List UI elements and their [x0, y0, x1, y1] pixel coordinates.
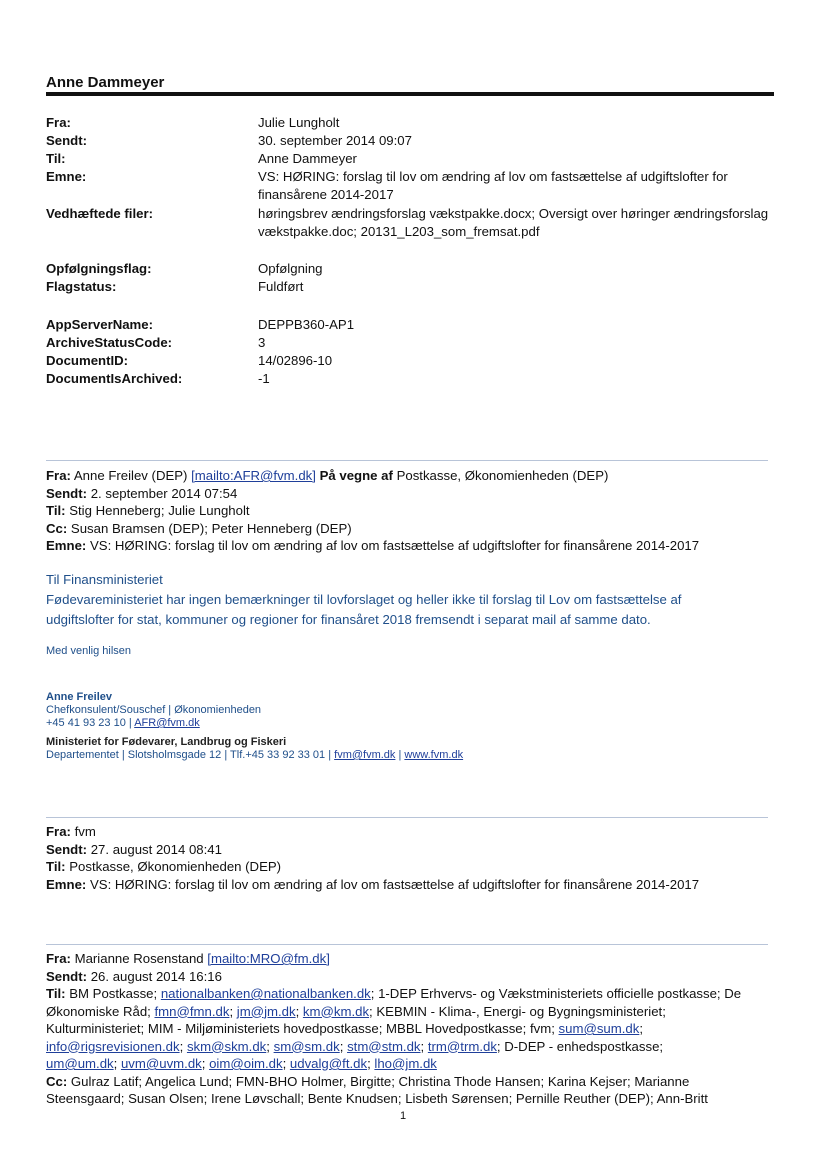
- email1-signature: [46, 691, 463, 762]
- meta-value: -1: [258, 371, 270, 386]
- from-label: Fra:: [46, 824, 71, 839]
- email1-greeting: Til Finansministeriet: [46, 572, 163, 587]
- meta-key: Emne:: [46, 169, 87, 184]
- recipient-email-link[interactable]: stm@stm.dk: [347, 1038, 421, 1054]
- signature-organization: Ministeriet for Fødevarer, Landbrug og Fiskeri: [46, 736, 287, 748]
- from-value: fvm: [74, 824, 96, 839]
- email3-to-line-5: um@um.dk; uvm@uvm.dk; oim@oim.dk; udvalg@ft.dk; lho@jm.dk: [46, 1056, 437, 1071]
- recipient-email-link[interactable]: sm@sm.dk: [273, 1038, 340, 1054]
- cc-value: Susan Bramsen (DEP); Peter Henneberg (DEP): [70, 520, 352, 536]
- meta-value: 14/02896-10: [258, 353, 333, 368]
- email3-to-line-4: info@rigsrevisionen.dk; skm@skm.dk; sm@sm.dk; stm@stm.dk; trm@trm.dk; D-DEP - enhedspostkasse;: [46, 1038, 664, 1054]
- cc-label: Cc:: [46, 1073, 68, 1089]
- email3-sent-line: [46, 968, 786, 986]
- signature-website-link[interactable]: www.fvm.dk: [404, 749, 464, 761]
- meta-key: Opfølgningsflag:: [46, 261, 152, 276]
- to-value: Postkasse, Økonomienheden (DEP): [69, 859, 282, 874]
- recipient-email-link[interactable]: nationalbanken@nationalbanken.dk: [160, 986, 371, 1001]
- signature-phone: +45 41 93 23 10 |: [46, 717, 132, 729]
- email-separator: [46, 460, 768, 461]
- to-text: Økonomiske Råd;: [46, 1003, 151, 1019]
- recipient-email-link[interactable]: udvalg@ft.dk: [289, 1056, 368, 1071]
- email1-sent-line: [46, 485, 786, 503]
- from-mailto-link[interactable]: [mailto:AFR@fvm.dk]: [191, 468, 316, 483]
- document-owner-name: Anne Dammeyer: [46, 74, 165, 91]
- to-text: ; KEBMIN - Klima-, Energi- og Bygningsministeriet;: [369, 1003, 666, 1019]
- recipient-email-link[interactable]: trm@trm.dk: [427, 1038, 497, 1054]
- meta-value: DEPPB360-AP1: [258, 317, 355, 332]
- recipient-email-link[interactable]: lho@jm.dk: [374, 1056, 437, 1071]
- email1-from-line: [46, 467, 786, 485]
- signature-phone-line: [46, 717, 463, 730]
- meta-value: 30. september 2014 09:07: [258, 133, 412, 148]
- to-label: Til:: [46, 859, 66, 874]
- email-separator: [46, 944, 768, 945]
- subject-value: VS: HØRING: forslag til lov om ændring af lov om fastsættelse af udgiftslofter for finansårene 2014-2017: [89, 876, 700, 892]
- from-label: Fra:: [46, 468, 71, 483]
- email2-header: [46, 823, 786, 893]
- to-text: ; 1-DEP Erhvervs- og Vækstministeriets officielle postkasse; De: [370, 986, 742, 1001]
- recipient-email-link[interactable]: jm@jm.dk: [236, 1003, 296, 1019]
- meta-value: 3: [258, 335, 266, 350]
- meta-key: AppServerName:: [46, 317, 154, 332]
- sent-value: 27. august 2014 08:41: [90, 841, 222, 857]
- on-behalf-label: På vegne af: [319, 468, 393, 483]
- sent-label: Sendt:: [46, 841, 88, 857]
- recipient-email-link[interactable]: sum@sum.dk: [558, 1021, 640, 1036]
- meta-value: Anne Dammeyer: [258, 151, 357, 166]
- email2-sent-line: [46, 841, 786, 859]
- from-name: Marianne Rosenstand: [74, 951, 204, 966]
- to-value: Stig Henneberg; Julie Lungholt: [69, 503, 250, 518]
- subject-value: VS: HØRING: forslag til lov om ændring af lov om fastsættelse af udgiftslofter for finansårene 2014-2017: [89, 538, 700, 553]
- sent-value: 2. september 2014 07:54: [90, 485, 238, 501]
- recipient-email-link[interactable]: info@rigsrevisionen.dk: [46, 1038, 180, 1054]
- meta-key: ArchiveStatusCode:: [46, 335, 173, 350]
- recipient-email-link[interactable]: fmn@fmn.dk: [154, 1003, 230, 1019]
- meta-key: Fra:: [46, 115, 71, 130]
- meta-key: DocumentIsArchived:: [46, 371, 183, 386]
- meta-key: Sendt:: [46, 133, 88, 148]
- header-rule: [46, 92, 774, 96]
- meta-value: Opfølgning: [258, 261, 323, 276]
- sent-value: 26. august 2014 16:16: [90, 968, 222, 984]
- subject-label: Emne:: [46, 876, 87, 892]
- recipient-email-link[interactable]: km@km.dk: [302, 1003, 370, 1019]
- cc-value: Steensgaard; Susan Olsen; Irene Løvschall; Bente Knudsen; Lisbeth Sørensen; Pernille Reuther (DEP); Ann-Britt: [46, 1091, 708, 1106]
- email1-header: [46, 467, 786, 555]
- subject-label: Emne:: [46, 538, 87, 553]
- signature-ministry-email-link[interactable]: fvm@fvm.dk: [334, 749, 396, 761]
- email3-from-line: [46, 950, 786, 968]
- meta-key: Til:: [46, 151, 66, 166]
- email1-body-paragraph: Fødevareministeriet har ingen bemærkninger til lovforslaget og heller ikke til forslag til Lov om fastsættelse af udgiftslofter for stat, kommuner og regioner for finansåret 2018 fremsendt i separat mail af samme dato.: [46, 592, 682, 627]
- from-label: Fra:: [46, 951, 71, 966]
- email1-to-line: [46, 502, 786, 520]
- recipient-email-link[interactable]: uvm@uvm.dk: [120, 1056, 202, 1071]
- recipient-email-link[interactable]: um@um.dk: [46, 1056, 114, 1071]
- to-label: Til:: [46, 503, 66, 518]
- meta-value: høringsbrev ændringsforslag vækstpakke.docx; Oversigt over høringer ændringsforslag vækstpakke.doc; 20131_L203_som_fremsat.pdf: [258, 206, 769, 239]
- signature-address-line: [46, 749, 463, 762]
- to-text: ; D-DEP - enhedspostkasse;: [496, 1038, 664, 1054]
- meta-value: VS: HØRING: forslag til lov om ændring af lov om fastsættelse af udgiftslofter for finansårene 2014-2017: [258, 169, 728, 202]
- on-behalf-value: Postkasse, Økonomienheden (DEP): [396, 468, 609, 483]
- to-text: BM Postkasse;: [69, 986, 158, 1001]
- from-name: Anne Freilev (DEP): [73, 468, 188, 483]
- signature-address: Departementet | Slotsholmsgade 12 | Tlf.+45 33 92 33 01 |: [46, 749, 332, 761]
- email1-cc-line: [46, 520, 786, 538]
- email1-closing: Med venlig hilsen: [46, 645, 131, 657]
- signature-title: Chefkonsulent/Souschef | Økonomienheden: [46, 704, 262, 716]
- recipient-email-link[interactable]: oim@oim.dk: [209, 1056, 283, 1071]
- email2-from-line: [46, 823, 786, 841]
- signature-separator: |: [398, 749, 402, 761]
- recipient-email-link[interactable]: skm@skm.dk: [186, 1038, 267, 1054]
- signature-email-link[interactable]: AFR@fvm.dk: [134, 717, 200, 729]
- email3-cc-line-2: [46, 1090, 786, 1108]
- page-number: 1: [400, 1110, 407, 1122]
- from-mailto-link[interactable]: [mailto:MRO@fm.dk]: [207, 951, 330, 966]
- email2-to-line: [46, 858, 786, 876]
- signature-name: Anne Freilev: [46, 691, 113, 703]
- meta-value: Julie Lungholt: [258, 115, 340, 130]
- email1-subject-line: [46, 537, 786, 555]
- email-separator: [46, 817, 768, 818]
- email3-to-line-1: [46, 985, 786, 1003]
- to-text: Kulturministeriet; MIM - Miljøministeriets hovedpostkasse; MBBL Hovedpostkasse; fvm;: [46, 1021, 555, 1036]
- email2-subject-line: [46, 876, 786, 894]
- meta-value: Fuldført: [258, 279, 304, 294]
- email3-to-line-3: Kulturministeriet; MIM - Miljøministeriets hovedpostkasse; MBBL Hovedpostkasse; fvm; sum@sum.dk;: [46, 1021, 644, 1036]
- email3-header: [46, 950, 786, 1108]
- meta-key: Flagstatus:: [46, 279, 117, 294]
- cc-value: Gulraz Latif; Angelica Lund; FMN-BHO Holmer, Birgitte; Christina Thode Hansen; Karina Kejser; Marianne: [70, 1073, 690, 1089]
- cc-label: Cc:: [46, 520, 68, 536]
- sent-label: Sendt:: [46, 968, 88, 984]
- sent-label: Sendt:: [46, 485, 88, 501]
- email3-cc-line-1: [46, 1073, 786, 1091]
- meta-key: DocumentID:: [46, 353, 129, 368]
- meta-key: Vedhæftede filer:: [46, 206, 153, 221]
- email3-to-line-2: Økonomiske Råd; fmn@fmn.dk; jm@jm.dk; km@km.dk; KEBMIN - Klima-, Energi- og Bygningsministeriet;: [46, 1003, 666, 1019]
- to-label: Til:: [46, 986, 66, 1001]
